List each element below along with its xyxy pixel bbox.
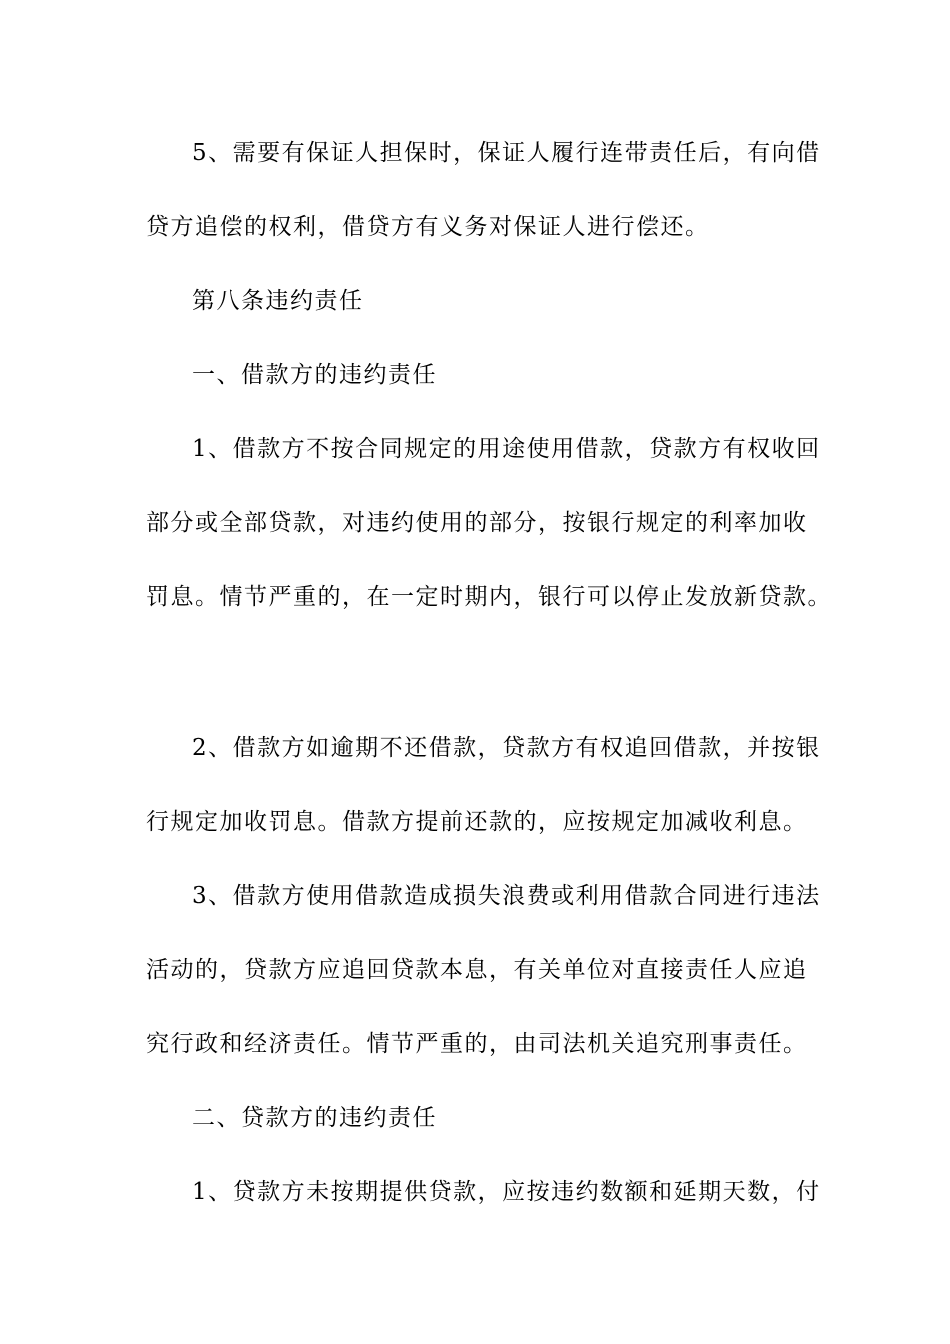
borrower-clause-1-line-3: 罚息。情节严重的，在一定时期内，银行可以停止发放新贷款。: [146, 584, 832, 610]
article-eight-heading: 第八条违约责任: [192, 288, 364, 314]
borrower-clause-2-line-1: 2、借款方如逾期不还借款，贷款方有权追回借款，并按银: [192, 735, 821, 761]
borrower-clause-2-line-2: 行规定加收罚息。借款方提前还款的，应按规定加减收利息。: [146, 809, 808, 835]
borrower-clause-3-line-1: 3、借款方使用借款造成损失浪费或利用借款合同进行违法: [192, 883, 821, 909]
paragraph-guarantor-line-1: 5、需要有保证人担保时，保证人履行连带责任后，有向借: [192, 140, 821, 166]
lender-clause-1-line-1: 1、贷款方未按期提供贷款，应按违约数额和延期天数，付: [192, 1179, 821, 1205]
borrower-liability-heading: 一、借款方的违约责任: [192, 362, 437, 388]
borrower-clause-3-line-2: 活动的，贷款方应追回贷款本息，有关单位对直接责任人应追: [146, 957, 808, 983]
lender-liability-heading: 二、贷款方的违约责任: [192, 1105, 437, 1131]
paragraph-guarantor-line-2: 贷方追偿的权利，借贷方有义务对保证人进行偿还。: [146, 214, 710, 240]
borrower-clause-1-line-1: 1、借款方不按合同规定的用途使用借款，贷款方有权收回: [192, 436, 821, 462]
borrower-clause-1-line-2: 部分或全部贷款，对违约使用的部分，按银行规定的利率加收: [146, 510, 808, 536]
borrower-clause-3-line-3: 究行政和经济责任。情节严重的，由司法机关追究刑事责任。: [146, 1031, 808, 1057]
